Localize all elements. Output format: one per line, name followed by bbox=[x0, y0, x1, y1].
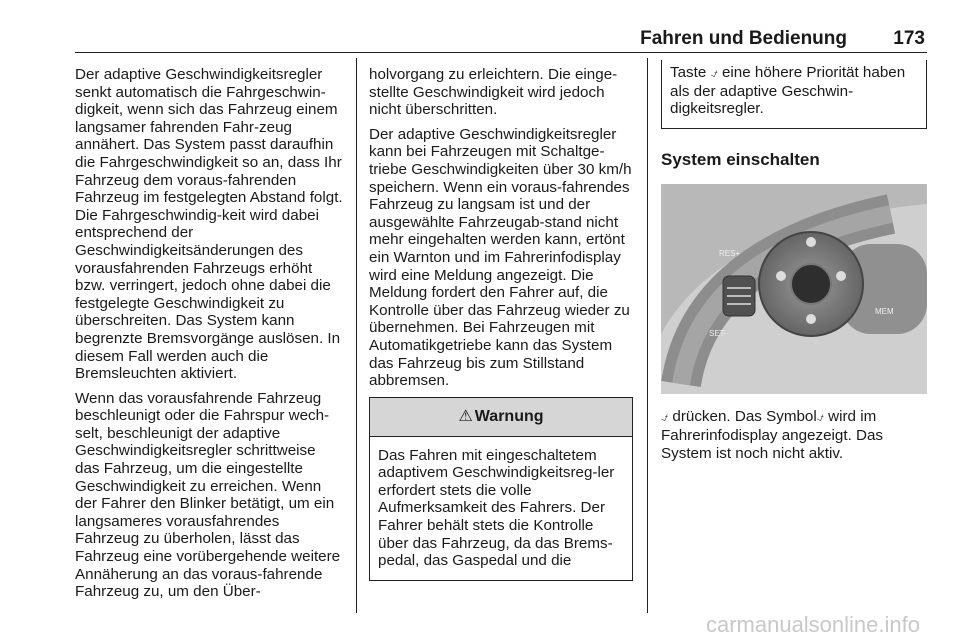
column-3 bbox=[661, 62, 927, 469]
adaptive-cruise-icon: ⍻ bbox=[816, 410, 824, 426]
column-2 bbox=[369, 66, 633, 581]
header-title: Fahren und Bedienung bbox=[640, 28, 847, 49]
column-divider-1 bbox=[356, 58, 357, 613]
note-text-a: Taste bbox=[670, 64, 707, 81]
warning-triangle-icon: ⚠ bbox=[458, 407, 473, 425]
paragraph: Der adaptive Geschwindigkeitsregler kann bei Fahrzeugen mit Schaltge-triebe Geschwindigkeiten über 30 km/h speichern. Wenn ein voraus-fahrendes Fahrzeug zu langsam ist und der ausgewählte Fahrzeugab-stand nicht mehr eingehalten werden kann, ertönt ein Warnton und im Fahrerinfodisplay wird eine Meldung angezeigt. Die Meldung fordert den Fahrer auf, die Kontrolle über das Fahrzeug wieder zu übernehmen. Bei Fahrzeugen mit Automatikgetriebe kann das System das Fahrzeug bis zum Stillstand abbremsen. bbox=[369, 125, 632, 390]
after-text-a: drücken. Das Symbol bbox=[672, 408, 817, 426]
column-1 bbox=[75, 66, 343, 608]
warning-text: Das Fahren mit eingeschaltetem adaptivem Geschwindigkeitsreg-ler erfordert stets die volle Aufmerksamkeit des Fahrers. Der Fahrer behält stets die Kontrolle über das Fahrzeug, da das Brems-pedal, das Gaspedal und die bbox=[378, 446, 615, 570]
adaptive-cruise-icon: ⍻ bbox=[661, 410, 669, 426]
warning-title: Warnung bbox=[474, 407, 544, 425]
section-heading: System einschalten bbox=[661, 149, 820, 169]
mem-label: MEM bbox=[875, 307, 894, 317]
paragraph bbox=[661, 408, 927, 462]
steering-wheel-photo bbox=[661, 184, 927, 394]
column-divider-2 bbox=[647, 58, 648, 613]
page-header bbox=[75, 26, 927, 53]
paragraph: holvorgang zu erleichtern. Die einge-stellte Geschwindigkeit wird jedoch nicht überschritten. bbox=[369, 66, 618, 119]
page-number: 173 bbox=[893, 28, 925, 49]
warning-header bbox=[370, 398, 632, 437]
paragraph: Der adaptive Geschwindigkeitsregler senkt automatisch die Fahrgeschwin-digkeit, wenn sich das Fahrzeug einem langsamer fahrenden Fahr-zeug annähert. Das System passt daraufhin die Fahrgeschwindigkeit so an, dass Ihr Fahrzeug dem voraus-fahrenden Fahrzeug im festgelegten Abstand folgt. Die Fahrgeschwindig-keit wird dabei entsprechend der Geschwindigkeitsänderungen des vorausfahrenden Fahrzeugs erhöht bzw. verringert, jedoch ohne dabei die festgelegte Geschwindigkeit zu überschreiten. Das System kann begrenzte Bremsvorgänge auslösen. In diesem Fall werden auch die Bremsleuchten aktiviert. bbox=[75, 66, 343, 383]
set-label: SET- bbox=[709, 329, 727, 339]
paragraph: Wenn das vorausfahrende Fahrzeug beschleunigt oder die Fahrspur wech-selt, beschleunigt der adaptive Geschwindigkeitsregler schrittweise das Fahrzeug, um die eingestellte Geschwindigkeit zu erreichen. Wenn der Fahrer den Blinker betätigt, um ein langsameres vorausfahrendes Fahrzeug zu überholen, lässt das Fahrzeug eine vorübergehende weitere Annäherung an das voraus-fahrende Fahrzeug zu, um den Über- bbox=[75, 389, 341, 601]
watermark: carmanualsonline.info bbox=[705, 612, 920, 637]
warning-box bbox=[369, 397, 633, 581]
res-label: RES+ bbox=[719, 249, 741, 259]
steering-wheel-illustration bbox=[661, 184, 927, 394]
note-box-continued bbox=[661, 60, 927, 129]
cruise-control-icon: ⍻ bbox=[710, 66, 718, 81]
note-text-b: eine höhere Priorität haben als der adaptive Geschwin-digkeitsregler. bbox=[670, 64, 906, 118]
after-text-b: wird im Fahrerinfodisplay angezeigt. Das System ist noch nicht aktiv. bbox=[661, 408, 884, 462]
